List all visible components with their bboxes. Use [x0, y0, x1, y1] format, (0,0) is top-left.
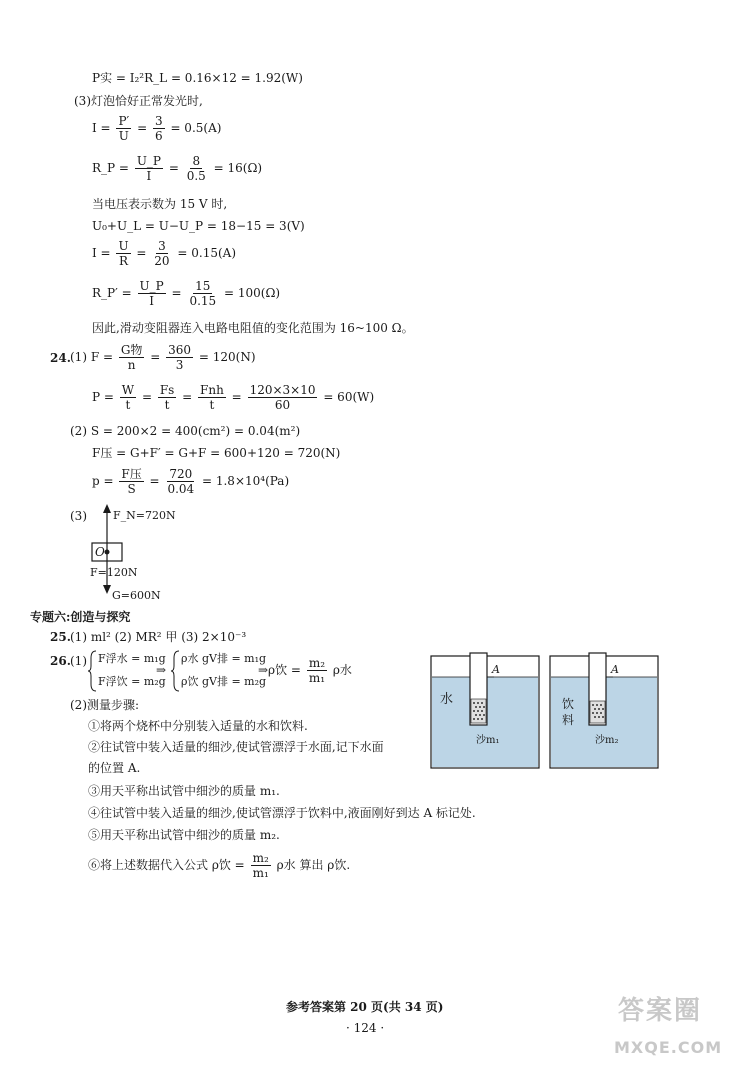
power-equation: P = $\frac{W}{t}$ = $\frac{Fs}{t}$ = $\frac{\text{Fnh}}{t}$ = $\frac{120\times 3\times 10}{60}$ = 60(W) — [92, 383, 375, 412]
resistance-p-equation: R_P = $\frac{U\_P}{I}$ = $\frac{8}{0.5}$ = 16(Ω) — [92, 154, 263, 183]
watermark-logo: 答案圈 — [618, 996, 703, 1026]
gravity-label: G=600N — [112, 589, 161, 602]
step-4: ④往试管中装入适量的细沙,使试管漂浮于饮料中,液面刚好到达 A 标记处. — [88, 806, 476, 820]
fraction: $\frac{360}{3}$ — [168, 343, 192, 372]
conclusion-line: 因此,滑动变阻器连入电路电阻值的变化范围为 16~100 Ω。 — [92, 321, 414, 335]
fraction: $\frac{U\_P}{I}$ — [136, 154, 161, 183]
resistance-p2-equation: R_P′ = $\frac{U\_P}{I}$ = $\frac{15}{0.15}$ = 100(Ω) — [92, 279, 281, 308]
fraction: $\frac{\text{Fnh}}{t}$ — [200, 383, 224, 412]
left-sand-label: 沙m₁ — [476, 735, 500, 746]
page-number: · 124 · — [346, 1021, 385, 1035]
fraction: $\frac{120\times 3\times 10}{60}$ — [249, 383, 316, 412]
q26-part1-label: (1) — [70, 654, 87, 668]
question-number-25: 25. — [50, 630, 71, 644]
right-sand-label: 沙m₂ — [595, 735, 619, 746]
right-a-label: A — [611, 663, 619, 676]
fraction: $\frac{\text{m₂}}{\text{m₁}}$ — [252, 851, 269, 880]
arrow-down-icon — [103, 585, 111, 594]
fraction: $\frac{720}{0.04}$ — [167, 467, 195, 496]
fraction: $\frac{U\_P}{I}$ — [139, 279, 164, 308]
left-brace-icon — [171, 650, 181, 692]
step-2: ②往试管中装入适量的细沙,使试管漂浮于水面,记下水面 — [88, 740, 384, 754]
watermark-url: MXQE.COM — [614, 1038, 723, 1057]
step-5: ⑤用天平称出试管中细沙的质量 m₂. — [88, 828, 280, 842]
fraction: $\frac{\text{G物}}{n}$ — [120, 343, 143, 372]
fraction: $\frac{\text{F压}}{S}$ — [121, 467, 142, 496]
center-o-label: O — [95, 545, 105, 559]
drink-label-2: 料 — [562, 713, 575, 727]
section-title: 专题六:创造与探究 — [30, 610, 131, 624]
step-6: ⑥将上述数据代入公式 ρ饮 = $\frac{\text{m₂}}{\text{m₁}}$ ρ水 算出 ρ饮. — [88, 851, 351, 880]
step-3: ③用天平称出试管中细沙的质量 m₁. — [88, 784, 280, 798]
beaker-figure — [430, 655, 730, 770]
fraction: $\frac{Fs}{t}$ — [159, 383, 175, 412]
area-line: (2) S = 200×2 = 400(cm²) = 0.04(m²) — [70, 424, 301, 438]
question-number-24: 24. — [50, 351, 71, 365]
pull-force-label: F=120N — [90, 566, 138, 579]
q26-part2-heading: (2)测量步骤: — [70, 698, 140, 712]
left-a-label: A — [492, 663, 500, 676]
current2-equation: I = $\frac{U}{R}$ = $\frac{3}{20}$ = 0.15(A) — [92, 239, 237, 268]
fraction: $\frac{15}{0.15}$ — [189, 279, 217, 308]
fraction: $\frac{U}{R}$ — [118, 239, 129, 268]
normal-force-label: F_N=720N — [113, 509, 176, 522]
q23-part3-heading: (3)灯泡恰好正常发光时, — [74, 94, 203, 108]
density-water-eq: ρ水 gV排 = m₁g — [181, 652, 267, 665]
page-footer-title: 参考答案第 20 页(共 34 页) — [286, 1000, 444, 1014]
question-number-26: 26. — [50, 654, 71, 668]
arrow-up-icon — [103, 504, 111, 513]
density-result: ⇒ρ饮 = $\frac{\text{m₂}}{\text{m₁}}$ ρ水 — [258, 656, 352, 685]
pressure-equation: p = $\frac{\text{F压}}{S}$ = $\frac{720}{0.04}$ = 1.8×10⁴(Pa) — [92, 467, 290, 496]
pressure-force-line: F压 = G+F′ = G+F = 600+120 = 720(N) — [92, 446, 341, 460]
power-actual-line: P实 = I₂²R_L = 0.16×12 = 1.92(W) — [92, 71, 303, 85]
implies-icon: ⇒ — [156, 663, 167, 677]
buoyancy-drink: F浮饮 = m₂g — [98, 675, 166, 688]
force-equation: (1) F = $\frac{\text{G物}}{n}$ = $\frac{360}{3}$ = 120(N) — [70, 343, 256, 372]
current-equation: I = $\frac{P'}{U}$ = $\frac{3}{6}$ = 0.5(A) — [92, 114, 222, 143]
center-point — [105, 550, 110, 555]
density-drink-eq: ρ饮 gV排 = m₂g — [181, 675, 267, 688]
fraction: $\frac{8}{0.5}$ — [186, 154, 206, 183]
u0-ul-line: U₀+U_L = U−U_P = 18−15 = 3(V) — [92, 219, 305, 233]
fraction: $\frac{P'}{U}$ — [118, 114, 130, 143]
q24-part3-label: (3) — [70, 509, 87, 523]
drink-label-1: 饮 — [562, 697, 575, 711]
fraction: $\frac{W}{t}$ — [121, 383, 135, 412]
fraction: $\frac{3}{20}$ — [154, 239, 170, 268]
step-2-cont: 的位置 A. — [88, 761, 141, 775]
voltage-15v-line: 当电压表示数为 15 V 时, — [92, 197, 228, 211]
fraction: $\frac{3}{6}$ — [154, 114, 163, 143]
fraction: $\frac{\text{m₂}}{\text{m₁}}$ — [308, 656, 326, 685]
water-label: 水 — [440, 692, 454, 707]
q25-answer: (1) ml² (2) MR² 甲 (3) 2×10⁻³ — [70, 630, 247, 644]
step-1: ①将两个烧杯中分别装入适量的水和饮料. — [88, 719, 308, 733]
left-brace-icon — [88, 650, 98, 692]
buoyancy-water: F浮水 = m₁g — [98, 652, 166, 665]
